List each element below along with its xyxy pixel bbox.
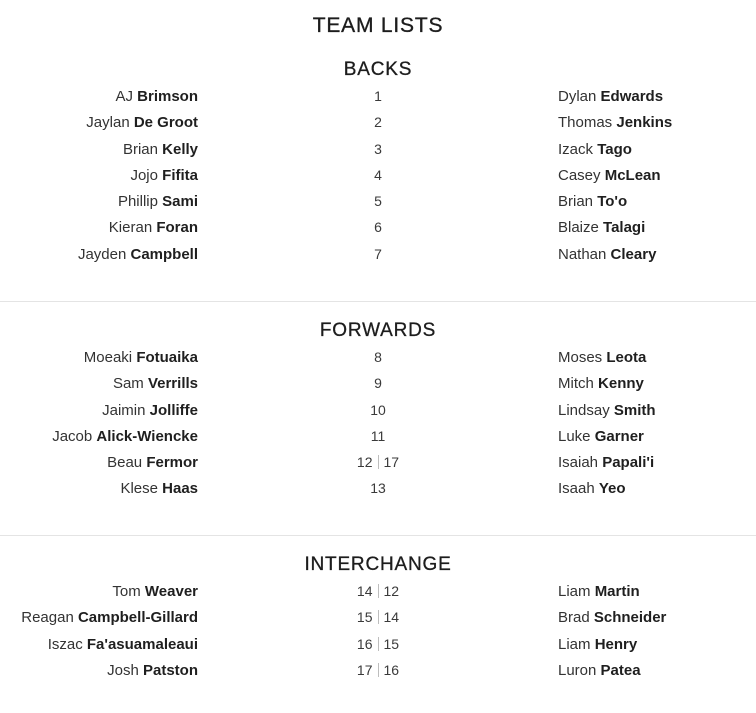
away-player-last-name: Garner bbox=[594, 427, 644, 445]
home-player-first-name: Jojo bbox=[130, 166, 158, 184]
home-player-first-name: Moeaki bbox=[83, 349, 133, 366]
home-player bbox=[115, 88, 198, 105]
away-jersey-number: 15 bbox=[383, 635, 400, 652]
home-jersey-number: 14 bbox=[356, 583, 373, 599]
home-player bbox=[107, 454, 198, 471]
away-player-last-name: Edwards bbox=[600, 88, 664, 105]
jersey-number bbox=[328, 662, 428, 678]
away-player-first-name: Liam bbox=[558, 583, 591, 600]
home-player-first-name: Brian bbox=[122, 140, 158, 158]
away-player-first-name: Izack bbox=[558, 140, 594, 158]
away-player-first-name: Isaah bbox=[558, 480, 595, 498]
player-row bbox=[0, 423, 756, 449]
player-row bbox=[0, 83, 756, 109]
forwards-rows bbox=[0, 344, 756, 502]
away-player-first-name: Nathan bbox=[558, 245, 607, 263]
section-forwards bbox=[0, 318, 756, 502]
home-player-last-name: Campbell-Gillard bbox=[77, 609, 198, 627]
jersey-number bbox=[328, 193, 428, 209]
home-player-first-name: Iszac bbox=[47, 635, 83, 653]
home-jersey-number: 3 bbox=[374, 140, 382, 157]
home-player bbox=[84, 349, 198, 366]
home-player bbox=[130, 167, 198, 184]
home-player-first-name: Jayden bbox=[77, 245, 127, 263]
section-divider bbox=[0, 535, 756, 536]
away-player-first-name: Brad bbox=[558, 609, 590, 627]
player-row bbox=[0, 162, 756, 188]
home-player bbox=[107, 662, 198, 679]
home-player-last-name: De Groot bbox=[133, 114, 198, 132]
home-player-first-name: Kieran bbox=[108, 219, 153, 237]
away-player-last-name: Leota bbox=[606, 349, 647, 366]
away-jersey-number: 12 bbox=[383, 583, 400, 599]
jersey-number bbox=[328, 219, 428, 235]
player-row bbox=[0, 109, 756, 135]
player-row bbox=[0, 578, 756, 604]
away-player bbox=[558, 349, 646, 366]
home-player bbox=[118, 193, 198, 210]
away-player bbox=[558, 428, 644, 445]
away-player-last-name: Yeo bbox=[598, 480, 626, 498]
home-player bbox=[123, 141, 198, 158]
home-player-last-name: Verrills bbox=[147, 375, 198, 393]
jersey-number bbox=[328, 141, 428, 157]
home-jersey-number: 7 bbox=[374, 245, 382, 262]
home-player bbox=[102, 402, 198, 419]
away-player-first-name: Mitch bbox=[558, 375, 594, 393]
jersey-number bbox=[328, 609, 428, 625]
home-jersey-number: 16 bbox=[356, 635, 373, 652]
home-player-last-name: Kelly bbox=[162, 140, 198, 158]
jersey-number bbox=[328, 454, 428, 470]
home-jersey-number: 8 bbox=[374, 349, 382, 365]
away-player-last-name: McLean bbox=[604, 166, 661, 184]
number-separator bbox=[378, 584, 379, 598]
player-row bbox=[0, 370, 756, 396]
home-player-last-name: Fa'asuamaleaui bbox=[86, 635, 198, 653]
number-separator bbox=[378, 610, 379, 624]
away-player bbox=[558, 375, 644, 392]
section-title: FORWARDS bbox=[319, 320, 437, 341]
away-player-last-name: Jenkins bbox=[616, 114, 673, 132]
section-divider bbox=[0, 301, 756, 302]
home-jersey-number: 17 bbox=[356, 661, 373, 678]
home-player-last-name: Sami bbox=[162, 193, 198, 211]
home-player bbox=[112, 583, 198, 600]
jersey-number bbox=[328, 375, 428, 391]
home-jersey-number: 12 bbox=[356, 454, 373, 471]
home-player-last-name: Foran bbox=[156, 219, 198, 237]
home-player-last-name: Haas bbox=[162, 480, 198, 498]
away-player bbox=[558, 88, 663, 105]
home-player-last-name: Alick-Wiencke bbox=[96, 427, 198, 445]
jersey-number bbox=[328, 583, 428, 599]
away-player bbox=[558, 114, 672, 131]
home-player-last-name: Fotuaika bbox=[136, 349, 198, 366]
away-player-first-name: Luron bbox=[558, 661, 597, 679]
home-jersey-number: 9 bbox=[374, 375, 382, 392]
away-player bbox=[558, 219, 645, 236]
away-player-last-name: Henry bbox=[594, 635, 638, 653]
home-player bbox=[48, 636, 198, 653]
jersey-number bbox=[328, 167, 428, 183]
away-player-last-name: Talagi bbox=[603, 219, 646, 237]
away-player bbox=[558, 636, 637, 653]
home-player bbox=[21, 609, 198, 626]
section-backs bbox=[0, 57, 756, 267]
jersey-number bbox=[328, 636, 428, 652]
away-player bbox=[558, 609, 666, 626]
home-player-last-name: Fermor bbox=[146, 454, 198, 472]
away-player-last-name: Smith bbox=[613, 401, 656, 419]
home-jersey-number: 6 bbox=[374, 219, 382, 236]
home-player-first-name: Sam bbox=[112, 375, 144, 393]
home-player-last-name: Fifita bbox=[162, 166, 198, 184]
player-row bbox=[0, 449, 756, 475]
home-player-first-name: Jaylan bbox=[86, 114, 130, 132]
section-title: INTERCHANGE bbox=[304, 554, 452, 575]
away-player bbox=[558, 662, 641, 679]
jersey-number bbox=[328, 428, 428, 444]
away-player-first-name: Isaiah bbox=[558, 454, 599, 472]
interchange-rows bbox=[0, 578, 756, 683]
away-player-first-name: Moses bbox=[558, 349, 603, 366]
player-row bbox=[0, 397, 756, 423]
home-player bbox=[120, 480, 198, 497]
home-player-last-name: Patston bbox=[142, 661, 198, 679]
player-row bbox=[0, 631, 756, 657]
home-player-first-name: Jaimin bbox=[102, 401, 146, 419]
home-jersey-number: 4 bbox=[374, 166, 382, 183]
home-player bbox=[86, 114, 198, 131]
home-player-last-name: Brimson bbox=[137, 88, 198, 105]
home-player-last-name: Campbell bbox=[130, 245, 198, 263]
player-row bbox=[0, 604, 756, 630]
away-jersey-number: 16 bbox=[383, 661, 400, 678]
home-player-first-name: Beau bbox=[107, 454, 143, 472]
away-player-first-name: Luke bbox=[558, 427, 591, 445]
away-jersey-number: 14 bbox=[383, 609, 400, 626]
home-player-last-name: Jolliffe bbox=[149, 401, 198, 419]
page-title: TEAM LISTS bbox=[312, 14, 444, 37]
away-player-last-name: Tago bbox=[597, 140, 632, 158]
backs-rows bbox=[0, 83, 756, 267]
away-player-last-name: To'o bbox=[597, 193, 628, 211]
player-row bbox=[0, 188, 756, 214]
home-jersey-number: 2 bbox=[374, 114, 382, 131]
away-player bbox=[558, 583, 640, 600]
home-jersey-number: 10 bbox=[370, 401, 386, 418]
jersey-number bbox=[328, 114, 428, 130]
away-player-first-name: Blaize bbox=[558, 219, 599, 237]
home-player-first-name: Tom bbox=[112, 583, 141, 600]
player-row bbox=[0, 136, 756, 162]
away-player bbox=[558, 480, 626, 497]
player-row bbox=[0, 241, 756, 267]
home-jersey-number: 15 bbox=[356, 609, 373, 626]
number-separator bbox=[378, 663, 379, 677]
away-player-first-name: Thomas bbox=[558, 114, 613, 132]
away-player-first-name: Liam bbox=[558, 635, 591, 653]
home-player-first-name: AJ bbox=[115, 88, 133, 105]
jersey-number bbox=[328, 402, 428, 418]
away-player-last-name: Cleary bbox=[610, 245, 657, 263]
player-row bbox=[0, 475, 756, 501]
home-jersey-number: 5 bbox=[374, 193, 382, 210]
section-interchange bbox=[0, 552, 756, 683]
away-player bbox=[558, 246, 656, 263]
away-player bbox=[558, 402, 656, 419]
away-player-last-name: Kenny bbox=[598, 375, 644, 393]
away-jersey-number: 17 bbox=[383, 454, 400, 471]
away-player-last-name: Papali'i bbox=[602, 454, 655, 472]
jersey-number bbox=[328, 349, 428, 365]
player-row bbox=[0, 214, 756, 240]
home-player bbox=[52, 428, 198, 445]
jersey-number bbox=[328, 246, 428, 262]
home-jersey-number: 13 bbox=[370, 480, 386, 497]
away-player bbox=[558, 454, 654, 471]
away-player-first-name: Dylan bbox=[558, 88, 597, 105]
player-row bbox=[0, 657, 756, 683]
away-player-last-name: Martin bbox=[594, 583, 640, 600]
number-separator bbox=[378, 637, 379, 651]
home-player-first-name: Reagan bbox=[21, 609, 74, 627]
home-player bbox=[78, 246, 198, 263]
home-player-last-name: Weaver bbox=[144, 583, 198, 600]
away-player-first-name: Brian bbox=[558, 193, 594, 211]
away-player-first-name: Casey bbox=[558, 166, 601, 184]
home-player-first-name: Phillip bbox=[117, 193, 158, 211]
jersey-number bbox=[328, 480, 428, 496]
section-title: BACKS bbox=[343, 59, 413, 80]
home-player-first-name: Josh bbox=[107, 661, 139, 679]
home-player-first-name: Jacob bbox=[52, 427, 93, 445]
home-player bbox=[109, 219, 198, 236]
number-separator bbox=[378, 455, 379, 469]
jersey-number bbox=[328, 88, 428, 104]
away-player bbox=[558, 193, 627, 210]
away-player-last-name: Patea bbox=[600, 661, 641, 679]
player-row bbox=[0, 344, 756, 370]
home-jersey-number: 1 bbox=[374, 88, 382, 104]
away-player bbox=[558, 141, 632, 158]
away-player bbox=[558, 167, 661, 184]
home-player bbox=[113, 375, 198, 392]
home-jersey-number: 11 bbox=[370, 427, 386, 444]
away-player-last-name: Schneider bbox=[593, 609, 667, 627]
away-player-first-name: Lindsay bbox=[558, 401, 610, 419]
home-player-first-name: Klese bbox=[120, 480, 158, 498]
